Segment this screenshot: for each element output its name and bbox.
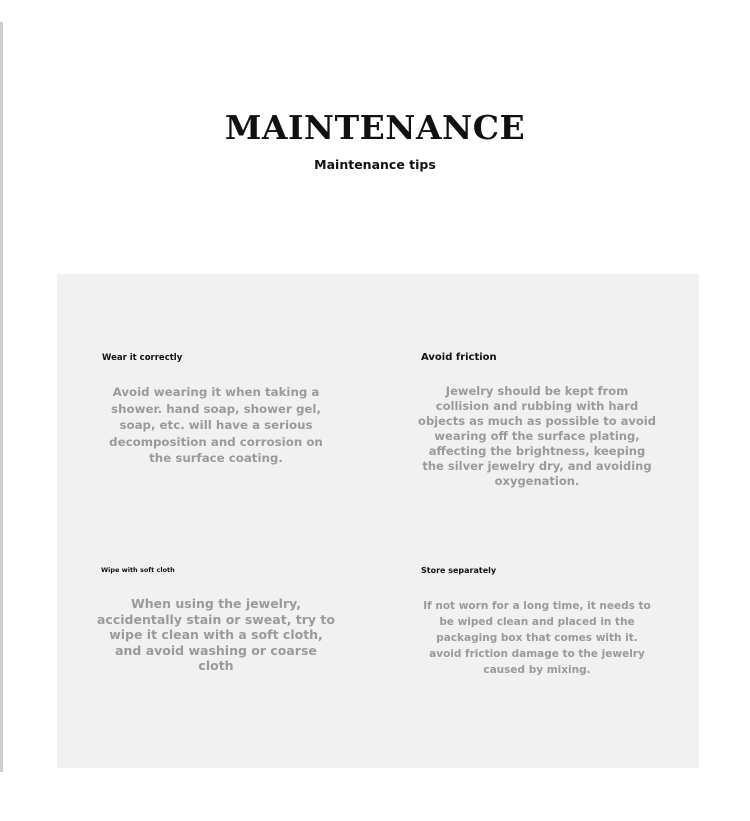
tip-body-wipe-soft-cloth: When using the jewelry, accidentally stain or sweat, try to wipe it clean with a soft cloth, and avoid washing or coarse cloth — [96, 596, 335, 673]
tips-panel — [57, 274, 699, 768]
tip-body-wear-correctly: Avoid wearing it when taking a shower. hand soap, shower gel, soap, etc. will have a serious decomposition and corrosion on the surface coating. — [109, 385, 323, 465]
tip-title-wear-correctly: Wear it correctly — [102, 353, 183, 363]
tip-title-wipe-soft-cloth: Wipe with soft cloth — [101, 566, 175, 574]
page-subtitle: Maintenance tips — [314, 157, 436, 172]
page-title: MAINTENANCE — [224, 108, 526, 147]
tip-body-avoid-friction: Jewelry should be kept from collision and rubbing with hard objects as much as possible to avoid wearing off the surface plating, affecting the brightness, keeping the silver jewelry dry, and avoiding oxygenation. — [418, 384, 656, 488]
tip-title-store-separately: Store separately — [421, 566, 497, 575]
tip-body-store-separately: If not worn for a long time, it needs to be wiped clean and placed in the packaging box that comes with it. avoid friction damage to the jewelry caused by mixing. — [423, 600, 651, 676]
tip-title-avoid-friction: Avoid friction — [421, 352, 497, 363]
